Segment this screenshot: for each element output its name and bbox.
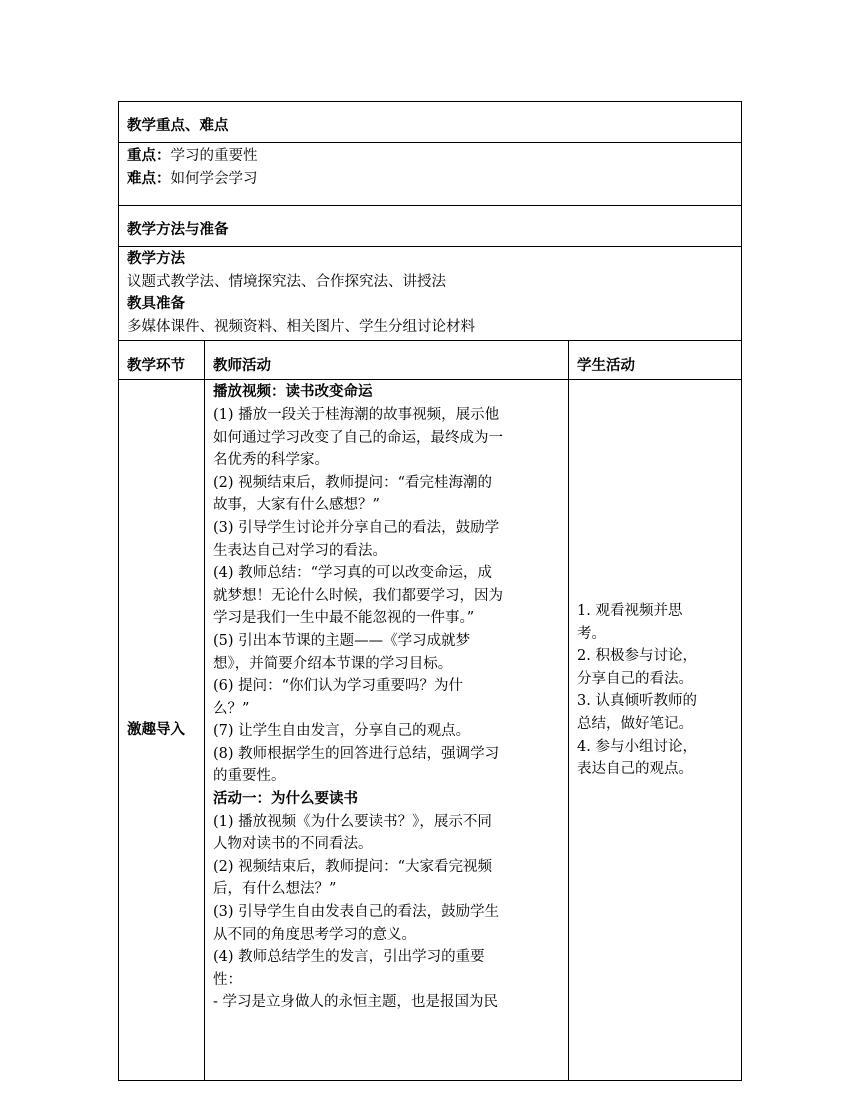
lesson-plan-table — [118, 101, 742, 1081]
teacher-activity-line: (1) 播放视频《为什么要读书？》，展示不同 — [213, 813, 492, 830]
teacher-activity-line: 如何通过学习改变了自己的命运，最终成为一 — [213, 429, 503, 446]
teacher-activity-line: (3) 引导学生自由发表自己的看法，鼓励学生 — [213, 904, 500, 921]
difficulty-label: 难点： — [127, 170, 171, 187]
teacher-activity-line: (4) 教师总结学生的发言，引出学习的重要 — [213, 949, 485, 966]
teacher-activity-line: 么？” — [213, 700, 250, 717]
teacher-activity-line: 想》，并简要介绍本节课的学习目标。 — [213, 655, 453, 672]
teacher-activity-line: (5) 引出本节课的主题——《学习成就梦 — [213, 632, 471, 649]
teacher-activity-heading: 播放视频：读书改变命运 — [213, 384, 373, 401]
student-activity-line: 4. 参与小组讨论， — [577, 738, 697, 755]
key-point-label: 重点： — [127, 148, 171, 164]
teacher-activity-line: 性： — [213, 971, 242, 988]
header-teacher: 教师活动 — [205, 341, 569, 380]
teacher-activity-line: 生表达自己对学习的看法。 — [213, 542, 387, 559]
method-heading: 教学方法 — [127, 251, 185, 267]
student-activity-line: 3. 认真倾听教师的 — [577, 693, 697, 710]
key-points-title: 教学重点、难点 — [119, 102, 742, 143]
student-activity-line: 分享自己的看法。 — [577, 670, 693, 687]
methods-body — [119, 247, 742, 341]
student-activity-list — [577, 600, 733, 781]
student-activity-line: 表达自己的观点。 — [577, 761, 693, 778]
teacher-activity-line: (3) 引导学生讨论并分享自己的看法，鼓励学 — [213, 519, 500, 536]
activity-header-row — [119, 341, 742, 380]
teacher-activity-heading: 活动一：为什么要读书 — [213, 791, 358, 808]
methods-body-row — [119, 247, 742, 341]
student-activity-line: 2. 积极参与讨论， — [577, 648, 697, 665]
teacher-activity-line: (8) 教师根据学生的回答进行总结，强调学习 — [213, 745, 500, 762]
lesson-row — [119, 380, 742, 1081]
tools-heading: 教具准备 — [127, 296, 185, 313]
methods-title-row — [119, 206, 742, 247]
header-stage: 教学环节 — [119, 341, 205, 380]
header-student: 学生活动 — [569, 341, 742, 380]
teacher-activity-line: 名优秀的科学家。 — [213, 452, 329, 469]
key-point-line — [127, 145, 733, 168]
teacher-activity-line: (6) 提问：“你们认为学习重要吗？为什 — [213, 678, 464, 695]
teacher-activity-line: (2) 视频结束后，教师提问：“大家看完视频 — [213, 858, 493, 875]
teacher-activity-line: 故事，大家有什么感想？” — [213, 497, 380, 514]
methods-title: 教学方法与准备 — [119, 206, 742, 247]
teacher-activity-line: (2) 视频结束后，教师提问：“看完桂海潮的 — [213, 474, 493, 491]
teacher-activity-line: (4) 教师总结：“学习真的可以改变命运，成 — [213, 565, 493, 582]
teacher-activity-line: 从不同的角度思考学习的意义。 — [213, 926, 416, 943]
student-activity-line: 总结，做好笔记。 — [577, 715, 693, 732]
method-text: 议题式教学法、情境探究法、合作探究法、讲授法 — [127, 273, 446, 290]
teacher-activity-line: 后，有什么想法？” — [213, 881, 337, 898]
teacher-activity-line: (7) 让学生自由发言，分享自己的观点。 — [213, 723, 471, 740]
student-activity-line: 1. 观看视频并思 — [577, 603, 683, 619]
teacher-activity-line: 人物对读书的不同看法。 — [213, 836, 373, 853]
difficulty-line — [127, 168, 733, 191]
difficulty-text: 如何学会学习 — [170, 170, 258, 187]
tools-text: 多媒体课件、视频资料、相关图片、学生分组讨论材料 — [127, 318, 475, 335]
student-activity-line: 考。 — [577, 625, 606, 642]
teacher-activity-line: 的重要性。 — [213, 768, 286, 785]
key-points-body-row — [119, 143, 742, 206]
stage-cell: 激趣导入 — [119, 380, 205, 1081]
key-point-text: 学习的重要性 — [170, 148, 258, 164]
teacher-activity-line: 学习是我们一生中最不能忽视的一件事。” — [213, 610, 475, 627]
teacher-activity-line: - 学习是立身做人的永恒主题，也是报国为民 — [213, 994, 499, 1011]
teacher-activity-cell — [205, 380, 569, 1081]
key-points-body — [119, 143, 742, 206]
teacher-activity-line: (1) 播放一段关于桂海潮的故事视频，展示他 — [213, 406, 500, 423]
student-activity-cell — [569, 380, 742, 1081]
teacher-activity-line: 就梦想！无论什么时候，我们都要学习，因为 — [213, 587, 503, 604]
key-points-title-row — [119, 102, 742, 143]
teacher-activity-list — [213, 381, 560, 1014]
